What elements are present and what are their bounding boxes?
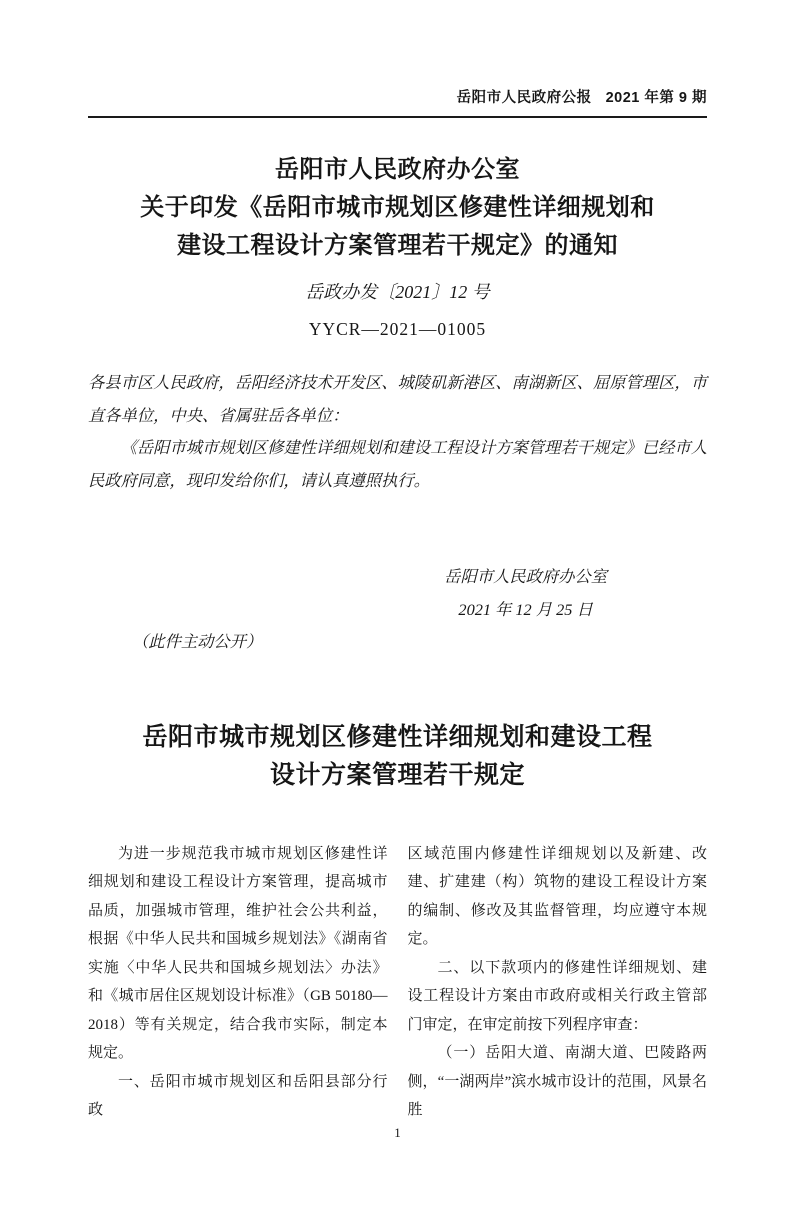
right-column xyxy=(408,840,708,1125)
paragraph: 二、以下款项内的修建性详细规划、建设工程设计方案由市政府或相关行政主管部门审定，在审定前按下列程序审查： xyxy=(407,959,707,1033)
signature-block xyxy=(444,561,607,626)
left-column xyxy=(88,840,388,1125)
document-page xyxy=(0,90,793,1212)
doc-code: YYCR—2021—01005 xyxy=(308,319,487,339)
journal-issue: 2021 年第 9 期 xyxy=(605,90,707,106)
notice-body xyxy=(88,367,707,497)
page-content xyxy=(0,90,793,1141)
notice-body-paragraph: 《岳阳市城市规划区修建性详细规划和建设工程设计方案管理若干规定》已经市人民政府同意，现印发给你们，请认真遵照执行。 xyxy=(88,438,707,490)
recipients-paragraph: 各县市区人民政府，岳阳经济技术开发区、城陵矶新港区、南湖新区、屈原管理区，市直各单位，中央、省属驻岳各单位： xyxy=(88,373,707,425)
regulation-title-line2: 设计方案管理若干规定 xyxy=(269,761,525,789)
signer-name: 岳阳市人民政府办公室 xyxy=(444,567,607,586)
paragraph: 为进一步规范我市城市规划区修建性详细规划和建设工程设计方案管理，提高城市品质，加强城市管理，维护社会公共利益，根据《中华人民共和国城乡规划法》《湖南省实施〈中华人民共和国城乡规划法〉办法》和《城市居住区规划设计标准》（GB 50180—2018）等有关规定，结合我市实际，制定本规定。 xyxy=(88,845,388,1061)
regulation-title-line1: 岳阳市城市规划区修建性详细规划和建设工程 xyxy=(142,723,653,751)
paragraph: （一）岳阳大道、南湖大道、巴陵路两侧，“一湖两岸”滨水城市设计的范围，风景名胜 xyxy=(407,1045,707,1118)
regulation-body xyxy=(88,840,707,1125)
doc-number: 岳政办发〔2021〕12 号 xyxy=(305,282,490,302)
regulation-title xyxy=(88,719,707,795)
sign-date: 2021 年 12 月 25 日 xyxy=(458,599,593,619)
notice-title-line1: 岳阳市人民政府办公室 xyxy=(275,157,520,183)
notice-title-line2: 关于印发《岳阳市城市规划区修建性详细规划和 xyxy=(140,195,655,221)
paragraph: 一、岳阳市城市规划区和岳阳县部分行政 xyxy=(88,1073,388,1118)
journal-header xyxy=(88,90,707,118)
notice-title-line3: 建设工程设计方案管理若干规定》的通知 xyxy=(177,233,618,259)
journal-name: 岳阳市人民政府公报 xyxy=(456,90,592,106)
disclosure-note: （此件主动公开） xyxy=(132,632,263,651)
notice-title xyxy=(88,151,707,265)
page-number: 1 xyxy=(394,1124,401,1140)
paragraph: 区域范围内修建性详细规划以及新建、改建、扩建建（构）筑物的建设工程设计方案的编制、修改及其监督管理，均应遵守本规定。 xyxy=(407,845,707,947)
